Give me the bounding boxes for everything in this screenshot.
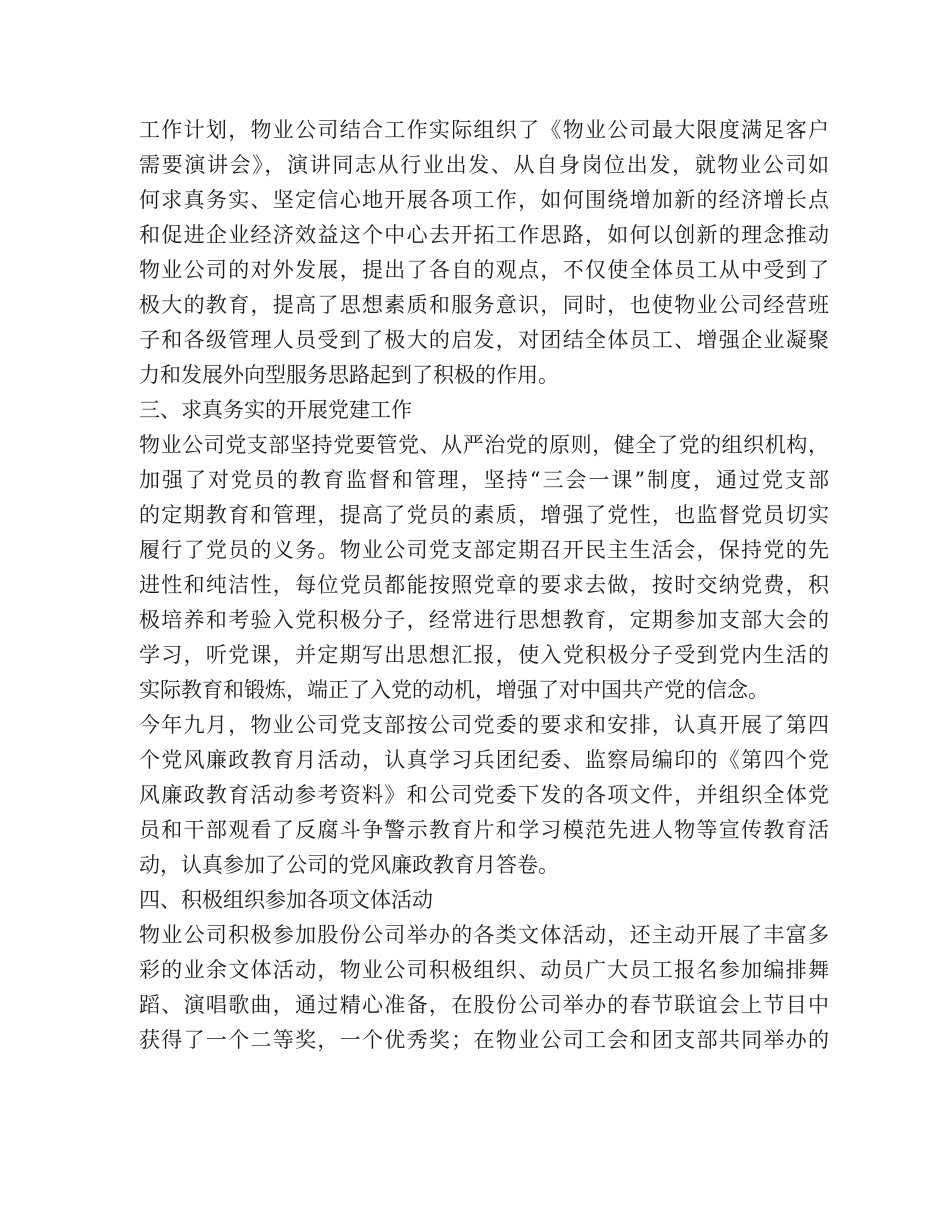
text-line: 进性和纯洁性，每位党员都能按照党章的要求去做，按时交纳党费，积	[139, 573, 829, 597]
text-line: 学习，听党课，并定期写出思想汇报，使入党积极分子受到党内生活的	[139, 643, 829, 667]
text-line: 获得了一个二等奖，一个优秀奖；在物业公司工会和团支部共同举办的	[139, 1028, 829, 1052]
text-line: 需要演讲会》，演讲同志从行业出发、从自身岗位出发，就物业公司如	[139, 153, 829, 177]
text-line: 何求真务实、坚定信心地开展各项工作，如何围绕增加新的经济增长点	[139, 188, 829, 212]
text-line: 极大的教育，提高了思想素质和服务意识，同时，也使物业公司经营班	[139, 293, 829, 317]
text-line: 今年九月，物业公司党支部按公司党委的要求和安排，认真开展了第四	[139, 713, 829, 737]
text-line: 蹈、演唱歌曲，通过精心准备，在股份公司举办的春节联谊会上节目中	[139, 993, 829, 1017]
text-line: 风廉政教育活动参考资料》和公司党委下发的各项文件，并组织全体党	[139, 783, 829, 807]
text-line: 工作计划，物业公司结合工作实际组织了《物业公司最大限度满足客户	[139, 118, 829, 142]
text-line: 彩的业余文体活动，物业公司积极组织、动员广大员工报名参加编排舞	[139, 958, 829, 982]
text-line: 物业公司党支部坚持党要管党、从严治党的原则，健全了党的组织机构，	[139, 433, 829, 457]
text-line: 履行了党员的义务。物业公司党支部定期召开民主生活会，保持党的先	[139, 538, 829, 562]
text-line: 实际教育和锻炼，端正了入党的动机，增强了对中国共产党的信念。	[139, 678, 769, 702]
text-line: 动，认真参加了公司的党风廉政教育月答卷。	[139, 853, 559, 877]
section-heading-cultural-activities: 四、积极组织参加各项文体活动	[139, 888, 433, 912]
text-line: 员和干部观看了反腐斗争警示教育片和学习模范先进人物等宣传教育活	[139, 818, 829, 842]
text-line: 力和发展外向型服务思路起到了积极的作用。	[139, 363, 559, 387]
text-line: 的定期教育和管理，提高了党员的素质，增强了党性，也监督党员切实	[139, 503, 829, 527]
text-line: 极培养和考验入党积极分子，经常进行思想教育，定期参加支部大会的	[139, 608, 829, 632]
text-line: 物业公司积极参加股份公司举办的各类文体活动，还主动开展了丰富多	[139, 923, 829, 947]
paragraph-integrity-month	[139, 708, 829, 883]
text-line: 子和各级管理人员受到了极大的启发，对团结全体员工、增强企业凝聚	[139, 328, 829, 352]
document-page	[139, 113, 829, 1058]
text-line: 和促进企业经济效益这个中心去开拓工作思路，如何以创新的理念推动	[139, 223, 829, 247]
text-line: 物业公司的对外发展，提出了各自的观点，不仅使全体员工从中受到了	[139, 258, 829, 282]
paragraph-cultural-activities	[139, 918, 829, 1058]
text-line: 加强了对党员的教育监督和管理，坚持“三会一课”制度，通过党支部	[139, 468, 829, 492]
paragraph-party-building	[139, 428, 829, 708]
section-heading-party-building: 三、求真务实的开展党建工作	[139, 398, 412, 422]
text-line: 个党风廉政教育月活动，认真学习兵团纪委、监察局编印的《第四个党	[139, 748, 829, 772]
paragraph-work-plan	[139, 113, 829, 393]
